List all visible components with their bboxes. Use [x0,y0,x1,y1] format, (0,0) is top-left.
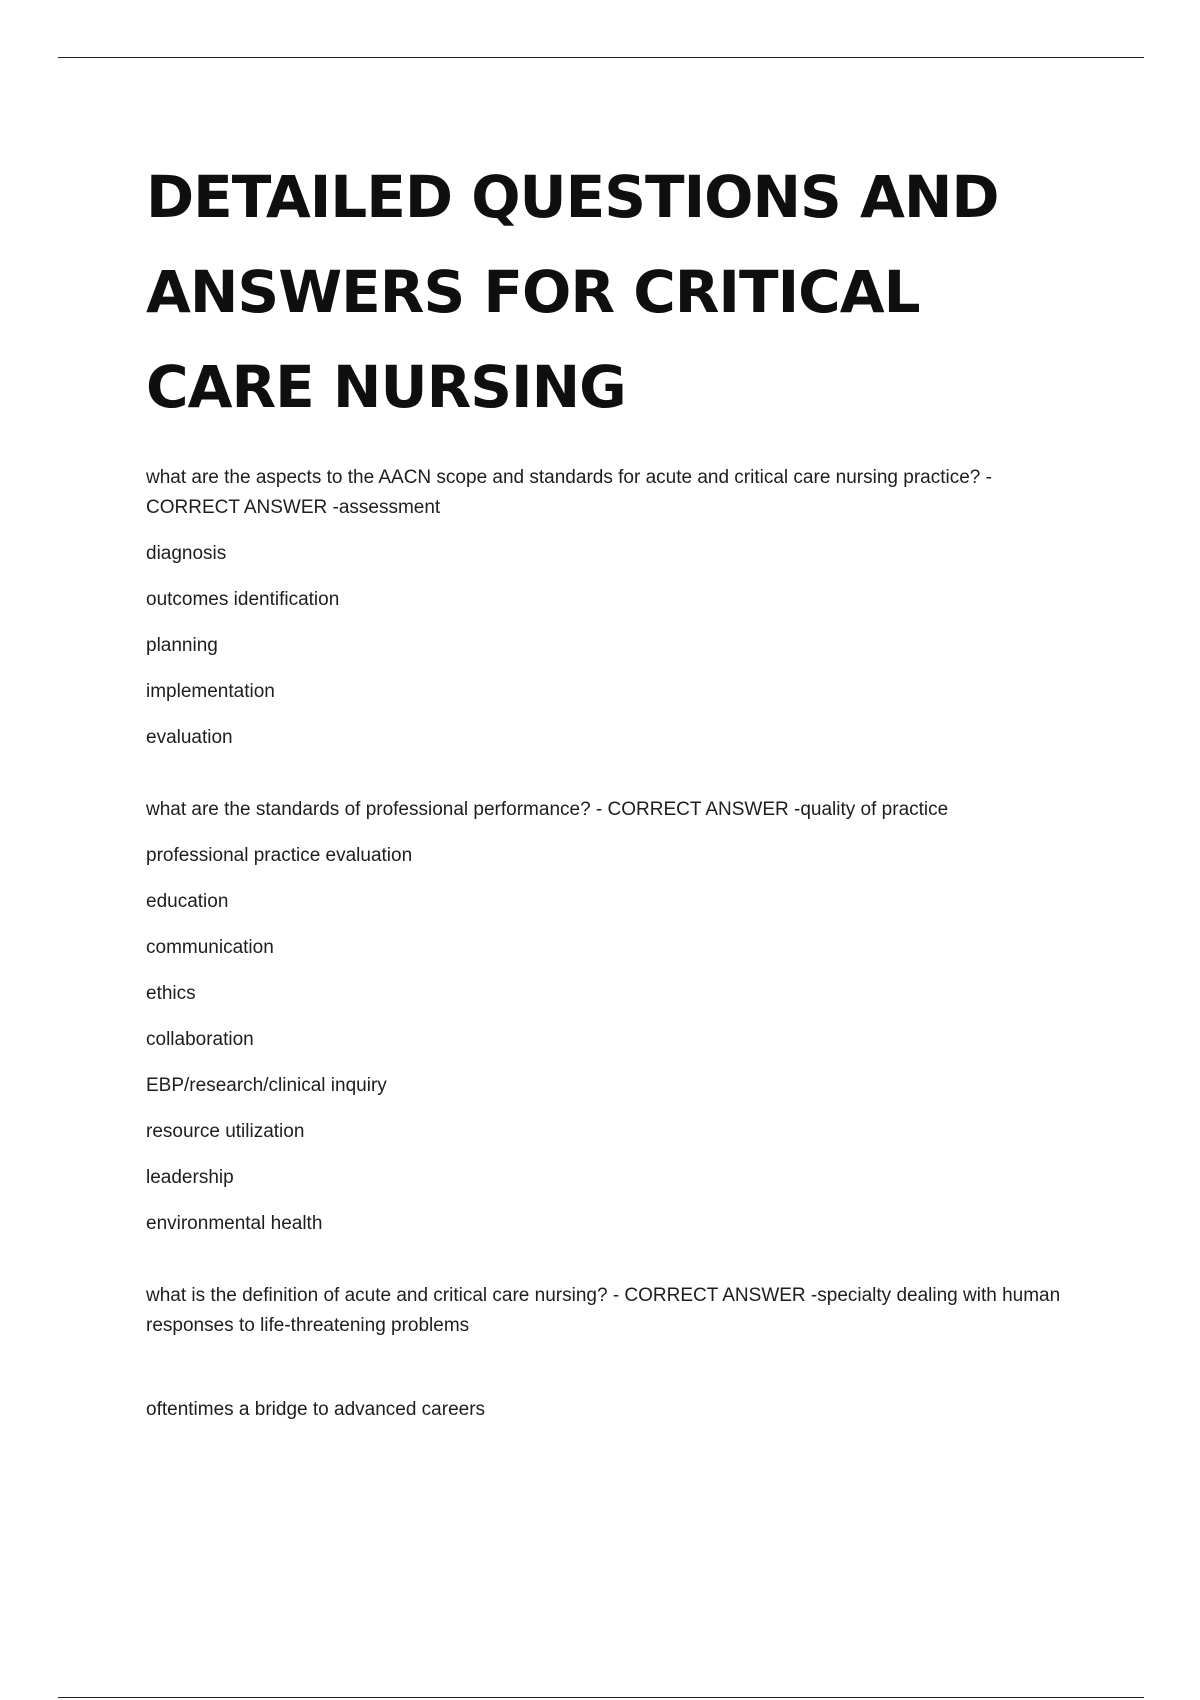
answer-note: oftentimes a bridge to advanced careers [146,1399,486,1420]
answer-item: EBP/research/clinical inquiry [146,1075,387,1096]
document-body [146,150,1076,1425]
answer-item: resource utilization [146,1121,305,1142]
qa-block [146,795,1076,1239]
answer-item: implementation [146,681,275,702]
qa-block [146,463,1076,753]
answer-item: environmental health [146,1213,323,1234]
top-rule [58,57,1144,58]
qa-question-answer: what are the standards of professional performance? - CORRECT ANSWER -quality of practice [146,799,949,820]
answer-item: diagnosis [146,543,227,564]
answer-item: planning [146,635,218,656]
document-title: DETAILED QUESTIONS AND ANSWERS FOR CRITICAL CARE NURSING [146,163,999,421]
answer-item: outcomes identification [146,589,340,610]
answer-item: leadership [146,1167,234,1188]
answer-item: collaboration [146,1029,254,1050]
qa-question-answer: what is the definition of acute and critical care nursing? - CORRECT ANSWER -specialty dealing with human responses to life-threatening problems [146,1285,1061,1336]
answer-item: professional practice evaluation [146,845,413,866]
answer-item: evaluation [146,727,233,748]
answer-item: education [146,891,229,912]
bottom-rule [58,1697,1144,1698]
qa-block [146,1281,1076,1425]
answer-item: ethics [146,983,196,1004]
answer-item: communication [146,937,274,958]
qa-question-answer: what are the aspects to the AACN scope and standards for acute and critical care nursing practice? - CORRECT ANSWER -assessment [146,467,992,518]
